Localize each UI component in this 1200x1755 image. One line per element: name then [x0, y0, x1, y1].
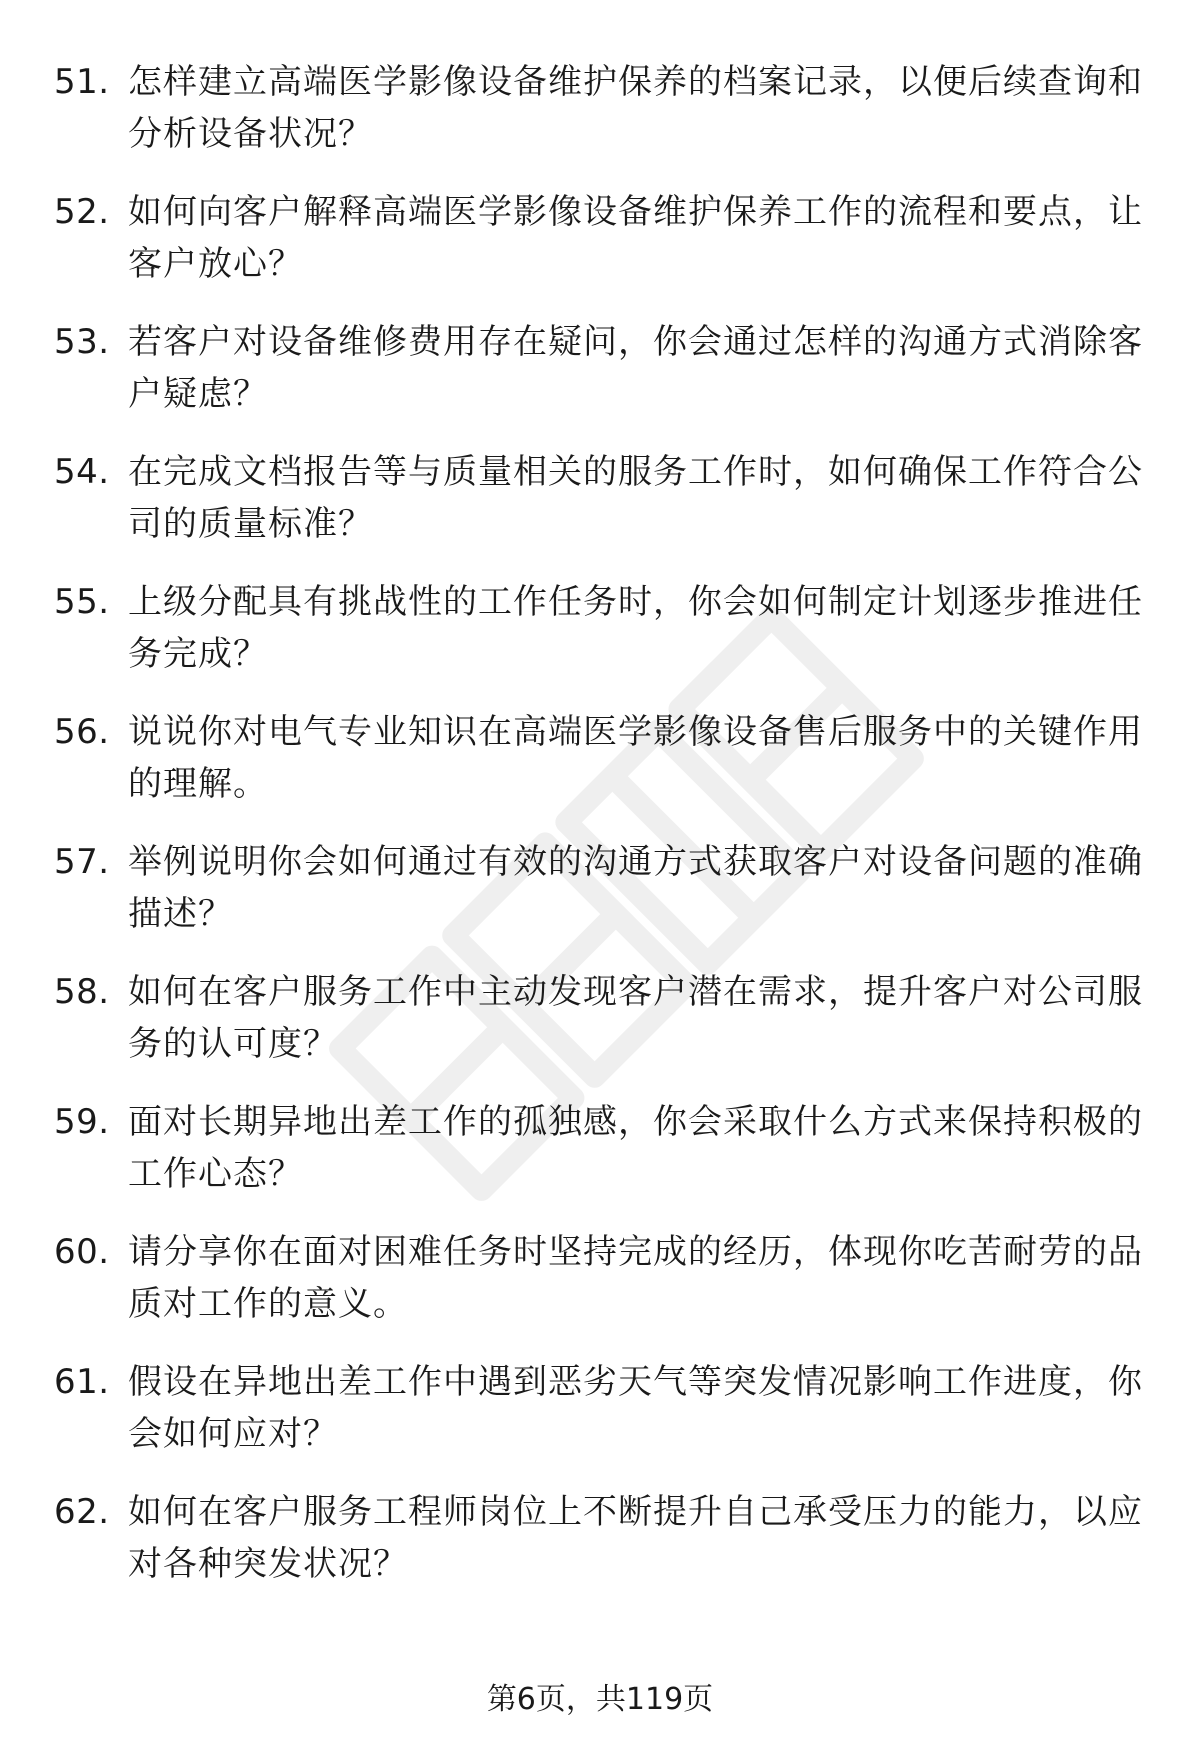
- question-number: 57.: [54, 842, 110, 882]
- question-text: 上级分配具有挑战性的工作任务时，你会如何制定计划逐步推进任务完成？: [128, 582, 1143, 674]
- question-text: 面对长期异地出差工作的孤独感，你会采取什么方式来保持积极的工作心态？: [128, 1102, 1143, 1194]
- question-text: 若客户对设备维修费用存在疑问，你会通过怎样的沟通方式消除客户疑虑？: [128, 322, 1143, 414]
- question-number: 52.: [54, 192, 110, 232]
- question-text: 如何向客户解释高端医学影像设备维护保养工作的流程和要点，让客户放心？: [128, 192, 1143, 284]
- question-item: [54, 186, 1144, 316]
- question-text: 如何在客户服务工作中主动发现客户潜在需求，提升客户对公司服务的认可度？: [128, 972, 1143, 1064]
- question-number: 53.: [54, 322, 110, 362]
- question-text: 说说你对电气专业知识在高端医学影像设备售后服务中的关键作用的理解。: [128, 712, 1143, 804]
- question-item: [54, 1486, 1144, 1616]
- question-number: 58.: [54, 972, 110, 1012]
- question-text: 怎样建立高端医学影像设备维护保养的档案记录，以便后续查询和分析设备状况？: [128, 62, 1143, 154]
- question-list: [54, 56, 1144, 1616]
- question-item: [54, 446, 1144, 576]
- question-text: 如何在客户服务工程师岗位上不断提升自己承受压力的能力，以应对各种突发状况？: [128, 1492, 1143, 1584]
- question-text: 请分享你在面对困难任务时坚持完成的经历，体现你吃苦耐劳的品质对工作的意义。: [128, 1232, 1143, 1324]
- question-item: [54, 1226, 1144, 1356]
- question-item: [54, 1356, 1144, 1486]
- question-item: [54, 56, 1144, 186]
- page-footer: 第6页，共119页: [486, 1682, 714, 1717]
- question-number: 62.: [54, 1492, 110, 1532]
- question-item: [54, 316, 1144, 446]
- question-item: [54, 1096, 1144, 1226]
- question-number: 61.: [54, 1362, 110, 1402]
- question-number: 56.: [54, 712, 110, 752]
- question-number: 59.: [54, 1102, 110, 1142]
- question-number: 54.: [54, 452, 110, 492]
- question-item: [54, 576, 1144, 706]
- question-item: [54, 706, 1144, 836]
- question-item: [54, 836, 1144, 966]
- question-text: 举例说明你会如何通过有效的沟通方式获取客户对设备问题的准确描述？: [128, 842, 1143, 934]
- question-number: 51.: [54, 62, 110, 102]
- question-text: 假设在异地出差工作中遇到恶劣天气等突发情况影响工作进度，你会如何应对？: [128, 1362, 1143, 1454]
- question-text: 在完成文档报告等与质量相关的服务工作时，如何确保工作符合公司的质量标准？: [128, 452, 1143, 544]
- question-number: 60.: [54, 1232, 110, 1272]
- question-number: 55.: [54, 582, 110, 622]
- question-item: [54, 966, 1144, 1096]
